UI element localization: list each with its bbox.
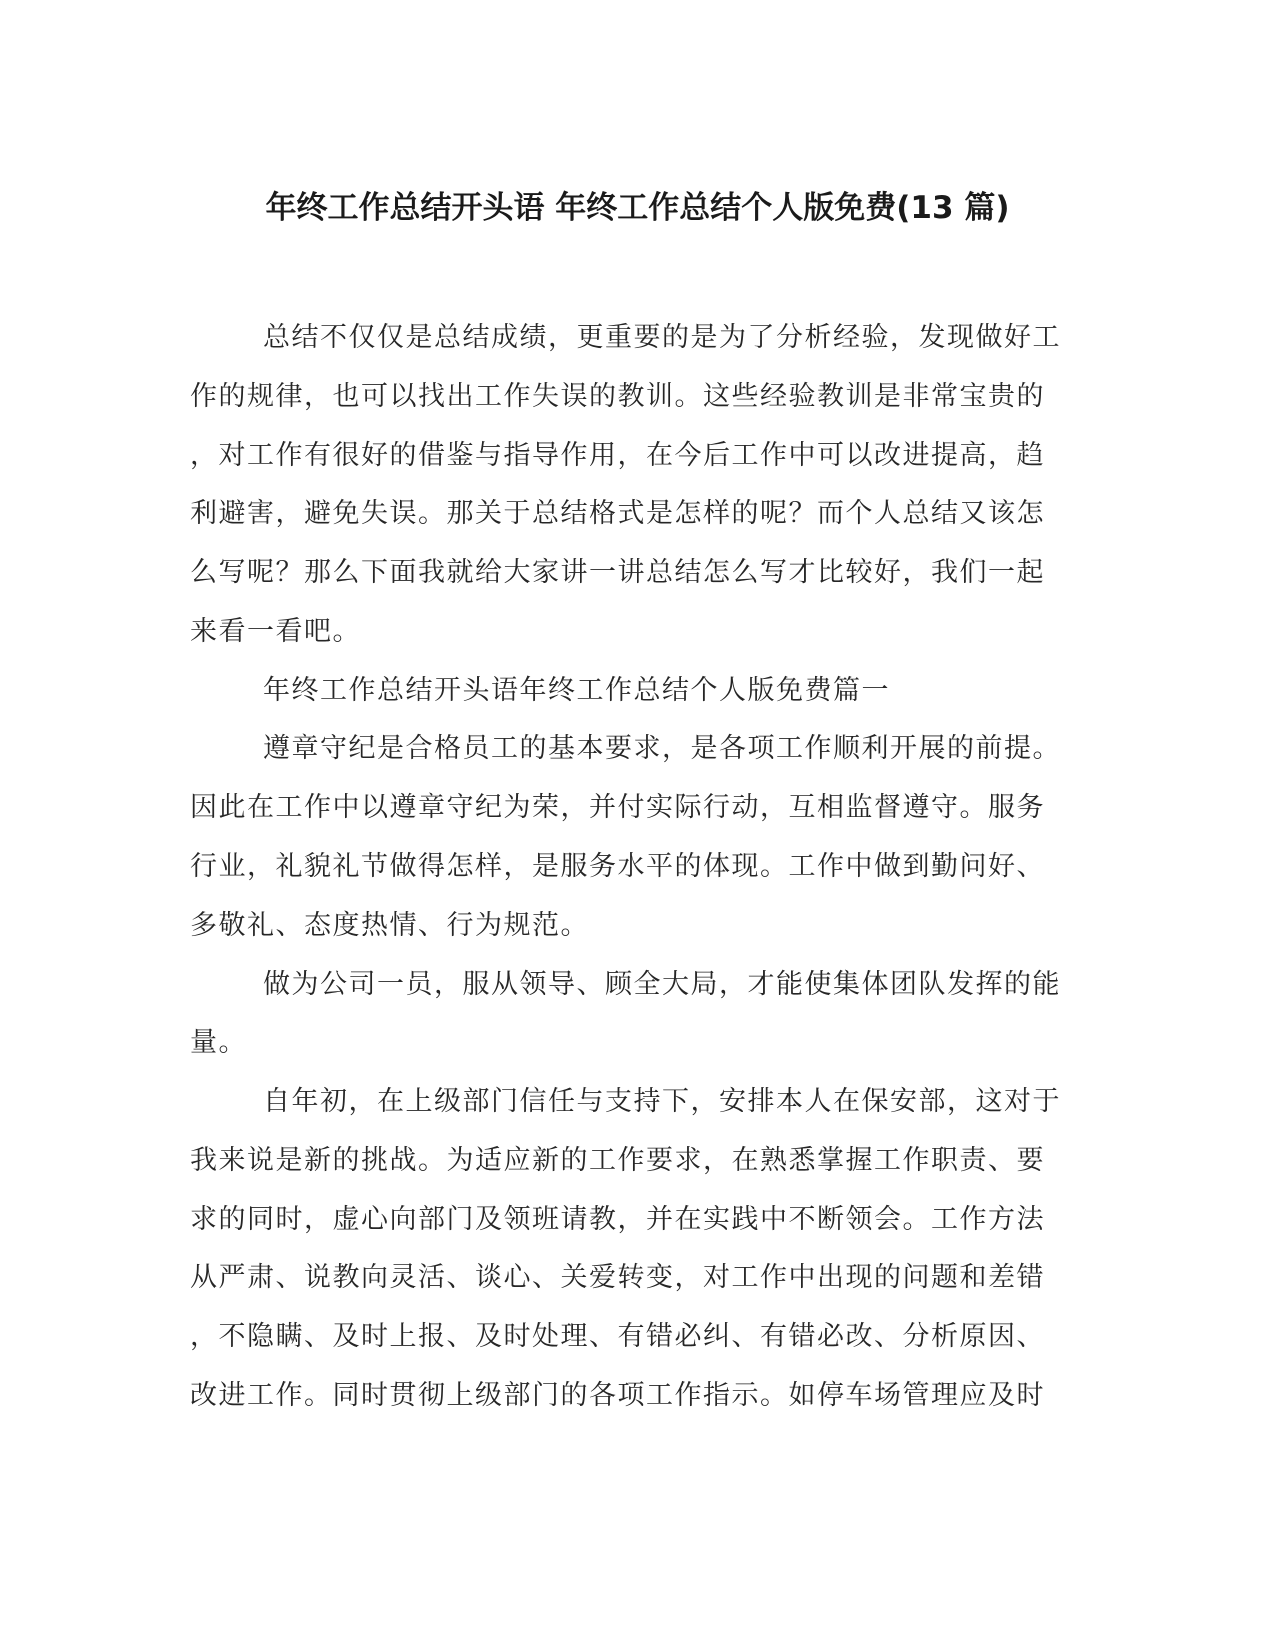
text-line: 行业，礼貌礼节做得怎样，是服务水平的体现。工作中做到勤问好、 bbox=[190, 851, 1045, 882]
text-line: 量。 bbox=[190, 1027, 247, 1058]
text-line: 利避害，避免失误。那关于总结格式是怎样的呢？而个人总结又该怎 bbox=[190, 498, 1045, 529]
text-line: 从严肃、说教向灵活、谈心、关爱转变，对工作中出现的问题和差错 bbox=[190, 1262, 1045, 1293]
text-line: 做为公司一员，服从领导、顾全大局，才能使集体团队发挥的能 bbox=[263, 969, 1061, 1000]
text-line: 自年初，在上级部门信任与支持下，安排本人在保安部，这对于 bbox=[263, 1086, 1061, 1117]
text-line: 求的同时，虚心向部门及领班请教，并在实践中不断领会。工作方法 bbox=[190, 1204, 1045, 1235]
text-line: ，不隐瞒、及时上报、及时处理、有错必纠、有错必改、分析原因、 bbox=[190, 1321, 1045, 1352]
text-line: 么写呢？那么下面我就给大家讲一讲总结怎么写才比较好，我们一起 bbox=[190, 557, 1045, 588]
text-line: 来看一看吧。 bbox=[190, 616, 361, 647]
section-heading: 年终工作总结开头语年终工作总结个人版免费篇一 bbox=[263, 675, 890, 706]
text-line: 作的规律，也可以找出工作失误的教训。这些经验教训是非常宝贵的 bbox=[190, 381, 1045, 412]
text-line: 遵章守纪是合格员工的基本要求，是各项工作顺利开展的前提。 bbox=[263, 733, 1061, 764]
text-line: 因此在工作中以遵章守纪为荣，并付实际行动，互相监督遵守。服务 bbox=[190, 792, 1045, 823]
text-line: 多敬礼、态度热情、行为规范。 bbox=[190, 910, 589, 941]
text-line: 我来说是新的挑战。为适应新的工作要求，在熟悉掌握工作职责、要 bbox=[190, 1145, 1045, 1176]
text-line: 改进工作。同时贯彻上级部门的各项工作指示。如停车场管理应及时 bbox=[190, 1380, 1045, 1411]
document-title: 年终工作总结开头语 年终工作总结个人版免费(13 篇) bbox=[265, 190, 1010, 226]
text-line: 总结不仅仅是总结成绩，更重要的是为了分析经验，发现做好工 bbox=[263, 322, 1061, 353]
text-line: ，对工作有很好的借鉴与指导作用，在今后工作中可以改进提高，趋 bbox=[190, 440, 1045, 471]
